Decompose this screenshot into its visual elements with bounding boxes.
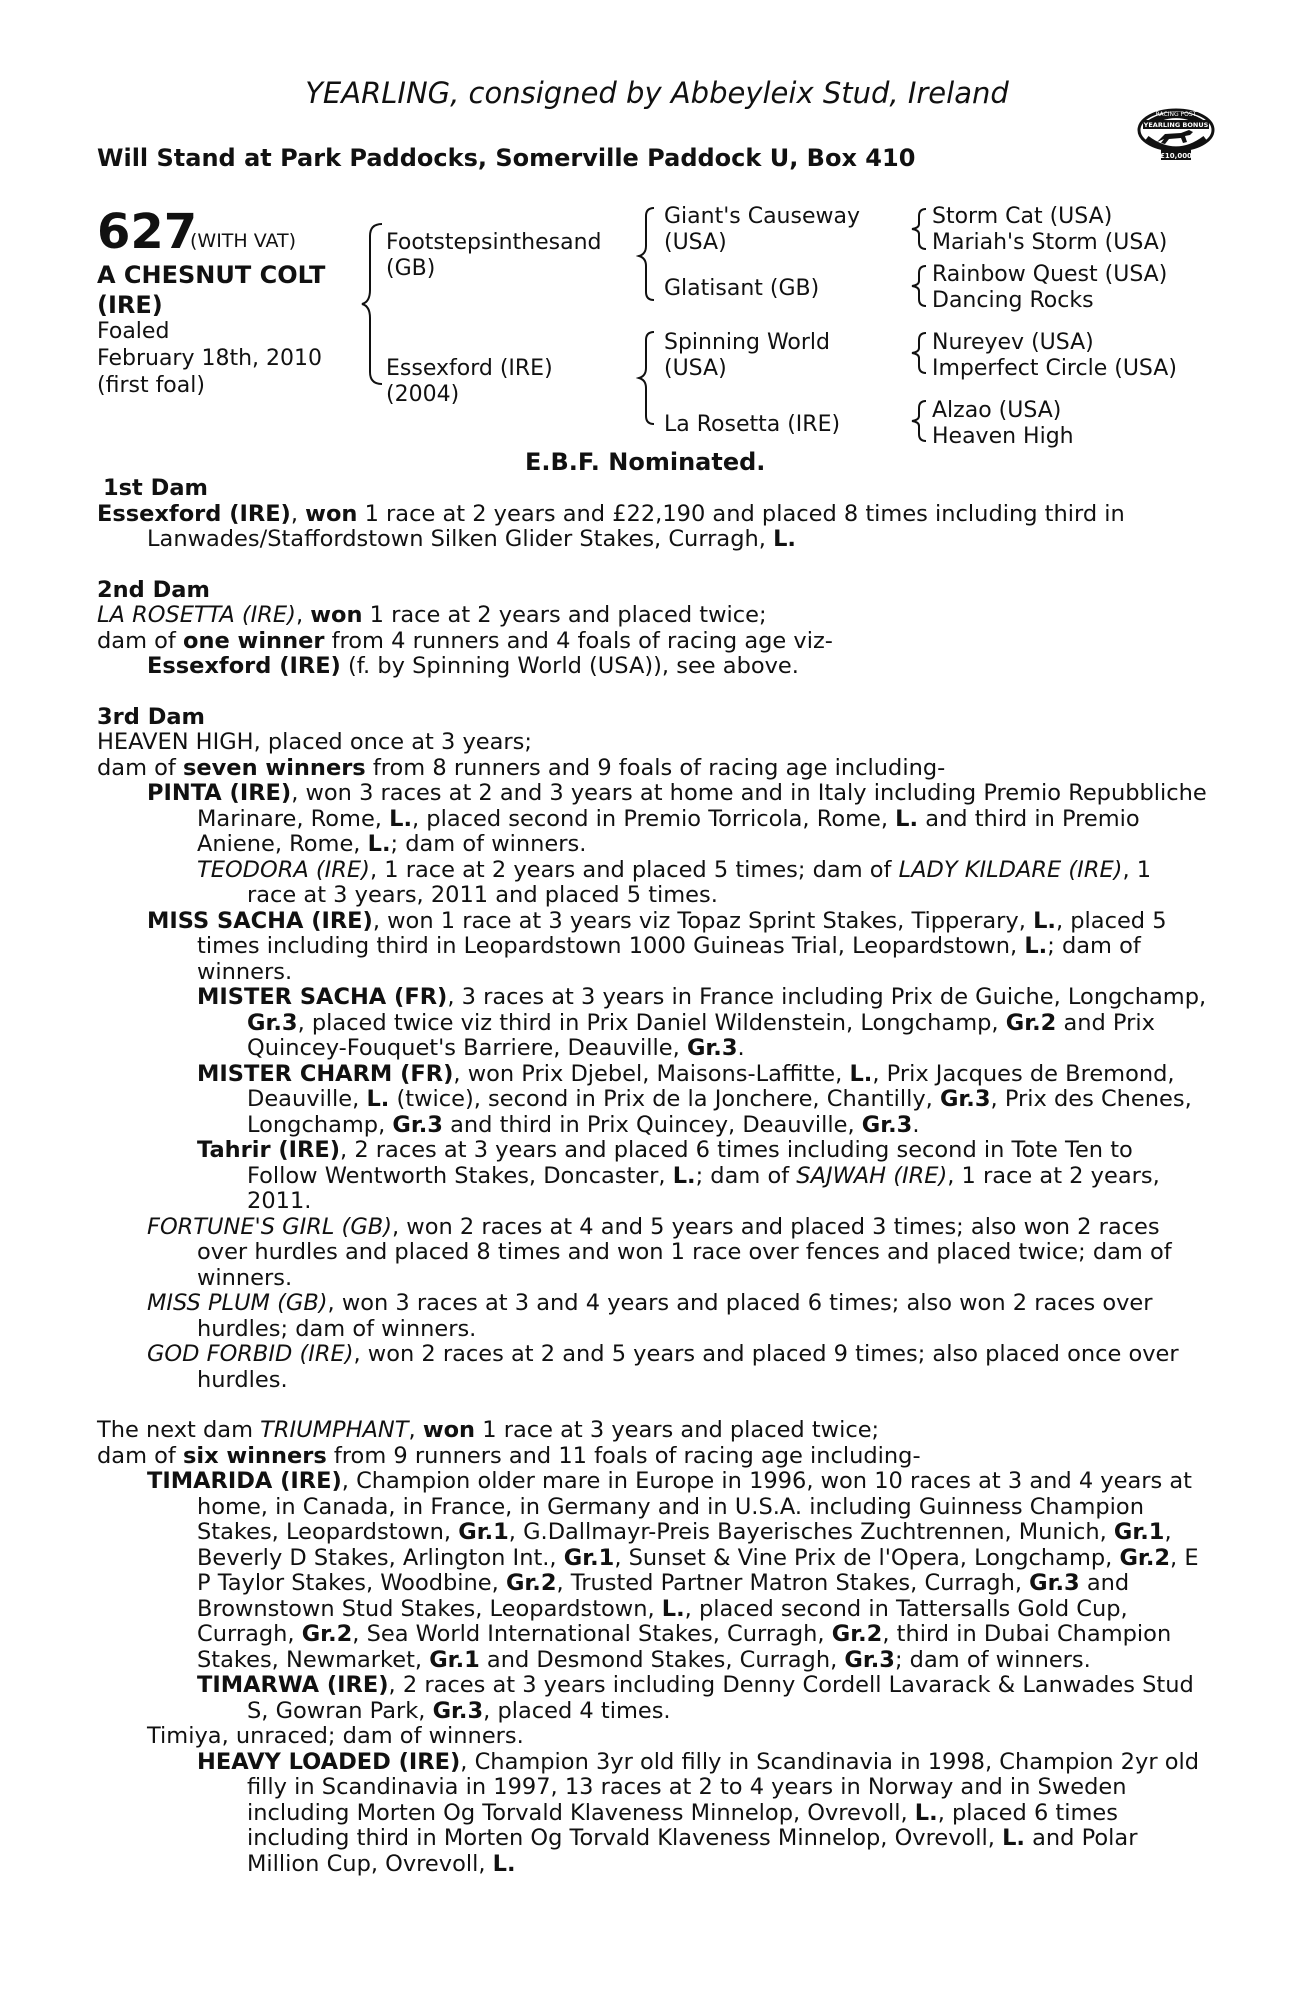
pedigree-brace-ds: [908, 330, 930, 376]
foaled-info: [97, 318, 322, 399]
miss-plum-entry: MISS PLUM (GB), won 3 races at 3 and 4 years and placed 6 times; also won 2 races over hurdles; dam of winners.: [147, 1290, 1153, 1342]
sire: [386, 230, 601, 282]
catalogue-body: [97, 476, 1207, 1877]
consignor-heading: YEARLING, consigned by Abbeyleix Stud, Ireland: [305, 76, 1009, 110]
dam-sire: [664, 330, 830, 382]
pinta-entry: PINTA (IRE), won 3 races at 2 and 3 years at home and in Italy including Premio Repubbliche Marinare, Rome, L., placed second in Premio Torricola, Rome, L. and third in Premio Aniene, Rome, L.; dam of winners.: [147, 780, 1207, 857]
god-forbid-entry: GOD FORBID (IRE), won 2 races at 2 and 5 years and placed 9 times; also placed once over hurdles.: [147, 1341, 1179, 1393]
sire-sire-name: Giant's Causeway: [664, 204, 860, 229]
dds: Alzao (USA): [932, 398, 1062, 423]
dsd: Imperfect Circle (USA): [932, 356, 1177, 381]
dam-sire-origin: (USA): [664, 356, 727, 381]
pedigree-brace-dd: [908, 398, 930, 444]
timarida-entry: TIMARIDA (IRE), Champion older mare in Europe in 1996, won 10 races at 3 and 4 years at home, in Canada, in France, in Germany and in U.S.A. including Guinness Champion Stakes, Leopardstown, Gr.1, G.Dallmayr-Preis Bayerisches Zuchtrennen, Munich, Gr.1, Beverly D Stakes, Arlington Int., Gr.1, Sunset & Vine Prix de l'Opera, Longchamp, Gr.2, E P Taylor Stakes, Woodbine, Gr.2, Trusted Partner Matron Stakes, Curragh, Gr.3 and Brownstown Stud Stakes, Leopardstown, L., placed second in Tattersalls Gold Cup, Curragh, Gr.2, Sea World International Stakes, Curragh, Gr.2, third in Dubai Champion Stakes, Newmarket, Gr.1 and Desmond Stakes, Curragh, Gr.3; dam of winners.: [147, 1468, 1199, 1673]
second-dam-produce: dam of one winner from 4 runners and 4 foals of racing age viz-: [97, 627, 833, 654]
second-dam-entry: LA ROSETTA (IRE), won 1 race at 2 years and placed twice;: [97, 602, 767, 628]
next-dam-entry: The next dam TRIUMPHANT, won 1 race at 3 years and placed twice;: [97, 1417, 880, 1443]
miss-sacha-entry: MISS SACHA (IRE), won 1 race at 3 years viz Topaz Sprint Stakes, Tipperary, L., placed 5 times including third in Leopardstown 1000 Guineas Trial, Leopardstown, L.; dam of winners.: [147, 907, 1167, 985]
ebf-nominated: E.B.F. Nominated.: [525, 448, 766, 476]
sire-dam: Glatisant (GB): [664, 276, 820, 301]
ssd: Mariah's Storm (USA): [932, 230, 1168, 255]
sire-origin: (GB): [386, 256, 436, 281]
sire-sire-origin: (USA): [664, 230, 727, 255]
sds: Rainbow Quest (USA): [932, 262, 1168, 287]
sss: Storm Cat (USA): [932, 204, 1113, 229]
second-dam-winner: Essexford (IRE) (f. by Spinning World (USA)), see above.: [147, 653, 799, 679]
dam-year: (2004): [386, 382, 460, 407]
foaled-date: February 18th, 2010: [97, 346, 323, 371]
first-dam-entry: Essexford (IRE), won 1 race at 2 years and £22,190 and placed 8 times including third in Lanwades/Staffordstown Silken Glider Stakes, Curragh, L.: [97, 500, 1125, 552]
mister-charm-entry: MISTER CHARM (FR), won Prix Djebel, Maisons-Laffitte, L., Prix Jacques de Bremond, Deauville, L. (twice), second in Prix de la Jonchere, Chantilly, Gr.3, Prix des Chenes, Longchamp, Gr.3 and third in Prix Quincey, Deauville, Gr.3.: [197, 1060, 1192, 1138]
heavy-loaded-entry: HEAVY LOADED (IRE), Champion 3yr old filly in Scandinavia in 1998, Champion 2yr old filly in Scandinavia in 1997, 13 races at 2 to 4 years in Norway and in Sweden including Morten Og Torvald Klaveness Minnelop, Ovrevoll, L., placed 6 times including third in Morten Og Torvald Klaveness Minnelop, Ovrevoll, L. and Polar Million Cup, Ovrevoll, L.: [197, 1748, 1200, 1877]
badge-text-mid: YEARLING BONUS: [1143, 121, 1209, 129]
dam: [386, 356, 553, 408]
vat-note: (WITH VAT): [190, 230, 297, 252]
third-dam-entry: HEAVEN HIGH, placed once at 3 years;: [97, 729, 532, 755]
dam-name: Essexford (IRE): [386, 356, 553, 381]
pedigree-brace-ss: [908, 206, 930, 252]
lot-description: [97, 260, 367, 320]
timiya-entry: Timiya, unraced; dam of winners.: [147, 1723, 524, 1749]
teodora-entry: TEODORA (IRE), 1 race at 2 years and placed 5 times; dam of LADY KILDARE (IRE), 1 race at 3 years, 2011 and placed 5 times.: [197, 856, 1152, 908]
timarwa-entry: TIMARWA (IRE), 2 races at 3 years including Denny Cordell Lavarack & Lanwades Stud S, Gowran Park, Gr.3, placed 4 times.: [197, 1672, 1194, 1724]
next-dam-produce: dam of six winners from 9 runners and 11 foals of racing age including-: [97, 1442, 921, 1469]
pedigree-brace-sd: [908, 263, 930, 309]
stand-location: Will Stand at Park Paddocks, Somerville Paddock U, Box 410: [97, 144, 916, 172]
yearling-bonus-badge: [1135, 102, 1217, 186]
lot-name-line2: (IRE): [97, 291, 163, 319]
tahrir-entry: Tahrir (IRE), 2 races at 3 years and placed 6 times including second in Tote Ten to Follow Wentworth Stakes, Doncaster, L.; dam of SAJWAH (IRE), 1 race at 2 years, 2011.: [197, 1137, 1160, 1214]
sire-name: Footstepsinthesand: [386, 230, 602, 255]
foaled-label: Foaled: [97, 319, 170, 344]
pedigree-brace-sire: [636, 204, 660, 304]
first-dam-heading: 1st Dam: [103, 475, 208, 501]
dam-sire-name: Spinning World: [664, 330, 830, 355]
fortunes-girl-entry: FORTUNE'S GIRL (GB), won 2 races at 4 and 5 years and placed 3 times; also won 2 races over hurdles and placed 8 times and won 1 race over fences and placed twice; dam of winners.: [147, 1213, 1172, 1291]
foal-note: (first foal): [97, 373, 205, 398]
pedigree-brace-dam: [636, 328, 660, 428]
mister-sacha-entry: MISTER SACHA (FR), 3 races at 3 years in France including Prix de Guiche, Longchamp, Gr.3, placed twice viz third in Prix Daniel Wildenstein, Longchamp, Gr.2 and Prix Quincey-Fouquet's Barriere, Deauville, Gr.3.: [197, 984, 1207, 1061]
badge-text-top: RACING POST: [1155, 111, 1197, 118]
lot-name-line1: A CHESNUT COLT: [97, 261, 326, 289]
ddd: Heaven High: [932, 424, 1074, 449]
dss: Nureyev (USA): [932, 330, 1094, 355]
badge-text-bottom: £10,000: [1160, 152, 1192, 160]
dam-dam: La Rosetta (IRE): [664, 412, 841, 437]
third-dam-produce: dam of seven winners from 8 runners and 9 foals of racing age including-: [97, 754, 946, 781]
sdd: Dancing Rocks: [932, 288, 1094, 313]
sire-sire: [664, 204, 860, 256]
second-dam-heading: 2nd Dam: [97, 576, 210, 603]
lot-number: 627: [97, 204, 198, 260]
third-dam-heading: 3rd Dam: [97, 703, 205, 730]
